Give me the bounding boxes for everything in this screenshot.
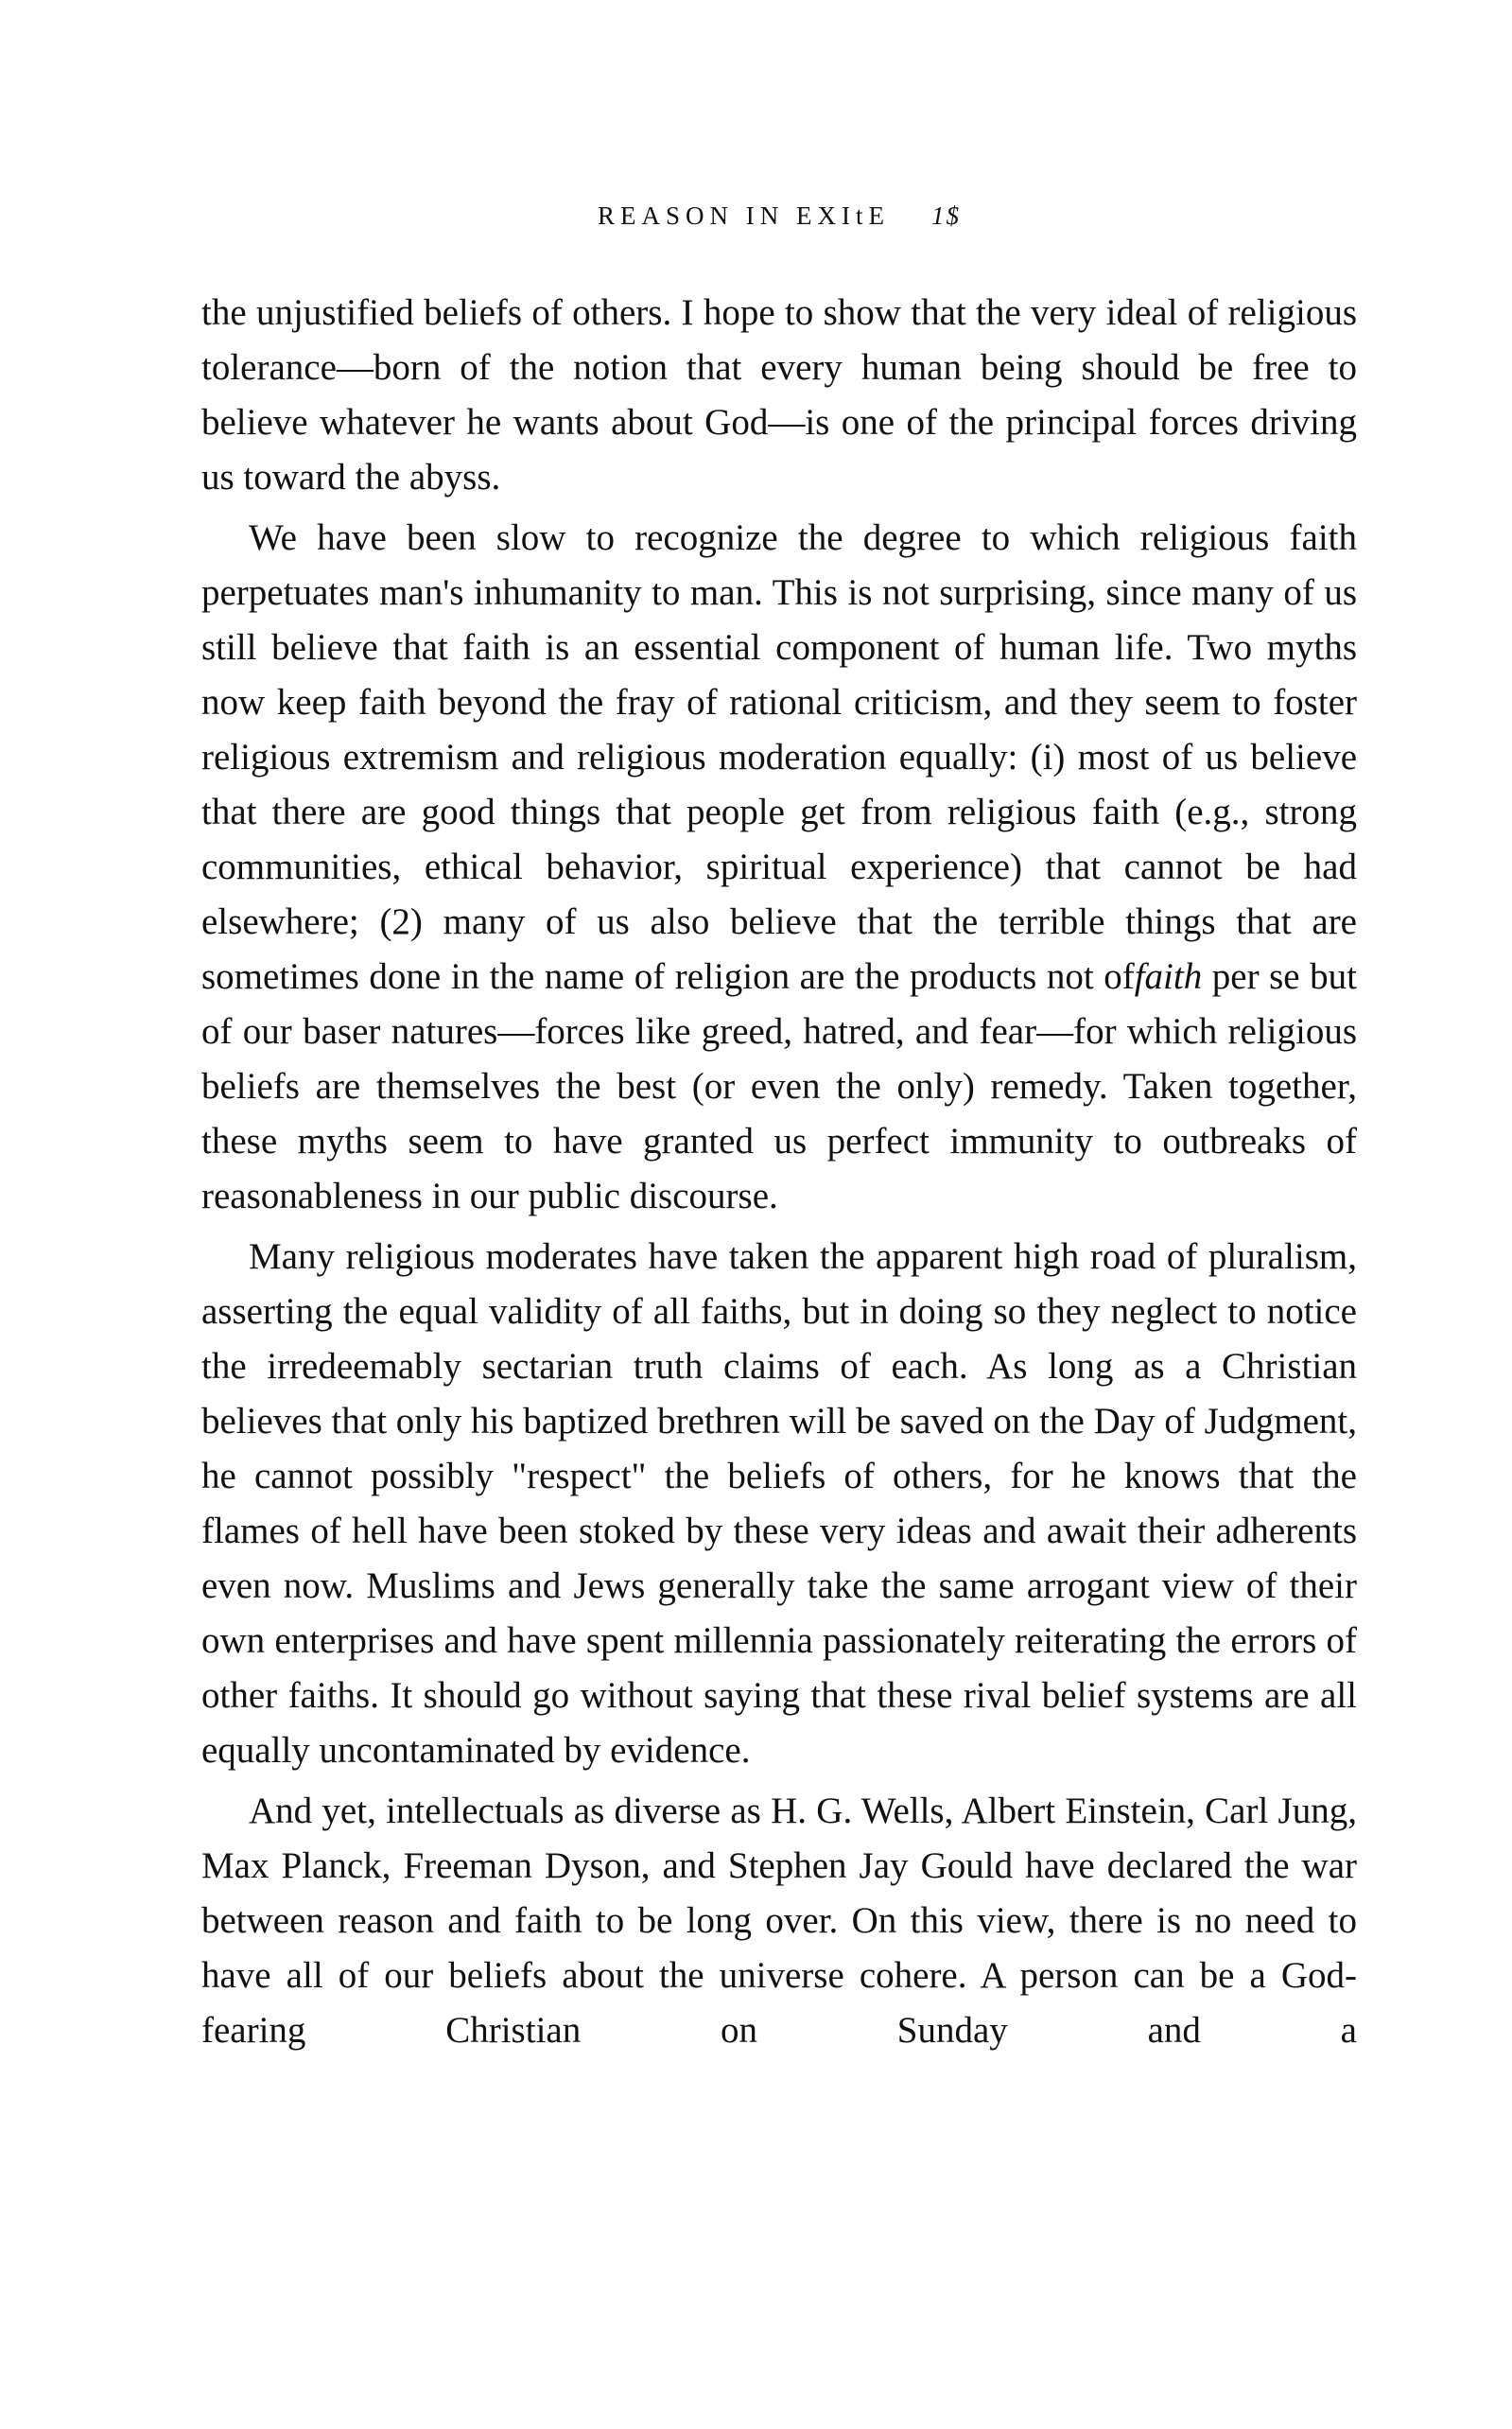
running-head xyxy=(201,197,1357,235)
paragraph-2-text-b: per se but of our baser natures—forces like greed, hatred, and fear—for which religious beliefs are themselves the best (or even the only) remedy. Taken together, these myths seem to have granted us perfect immunity to outbreaks of reasonableness in our public discourse. xyxy=(201,956,1357,1216)
paragraph-2-italic: faith xyxy=(1134,956,1203,997)
paragraph-2 xyxy=(201,511,1357,1224)
body-text xyxy=(201,286,1357,2058)
paragraph-3: Many religious moderates have taken the apparent high road of pluralism, asserting the equal validity of all faiths, but in doing so they neglect to notice the irredeemably sectarian truth claims of each. As long as a Christian believes that only his baptized brethren will be saved on the Day of Judgment, he cannot possibly "respect" the beliefs of others, for he knows that the flames of hell have been stoked by these very ideas and await their adherents even now. Muslims and Jews generally take the same arrogant view of their own enterprises and have spent millennia passionately reiterating the errors of other faiths. It should go without saying that these rival belief systems are all equally uncontaminated by evidence. xyxy=(201,1236,1357,1771)
paragraph-1: the unjustified beliefs of others. I hope to show that the very ideal of religious tolerance—born of the notion that every human being should be free to believe whatever he wants about God—is one of the principal forces driving us toward the abyss. xyxy=(201,292,1357,498)
book-page xyxy=(201,0,1357,2429)
paragraph-2-text-a: We have been slow to recognize the degree to which religious faith perpetuates man's inhumanity to man. This is not surprising, since many of us still believe that faith is an essential component of human life. Two myths now keep faith beyond the fray of rational criticism, and they seem to foster religious extremism and religious moderation equally: (i) most of us believe that there are good things that people get from religious faith (e.g., strong communities, ethical behavior, spiritual experience) that cannot be had elsewhere; (2) many of us also believe that the terrible things that are sometimes done in the name of religion are the products not of xyxy=(201,517,1357,997)
running-head-title: REASON IN EXItE xyxy=(598,201,890,230)
page-number: 1$ xyxy=(930,201,961,230)
paragraph-4: And yet, intellectuals as diverse as H. G. Wells, Albert Einstein, Carl Jung, Max Planck, Freeman Dyson, and Stephen Jay Gould have declared the war between reason and faith to be long over. On this view, there is no need to have all of our beliefs about the universe cohere. A person can be a God-fearing Christian on Sunday and a xyxy=(201,1791,1357,2051)
